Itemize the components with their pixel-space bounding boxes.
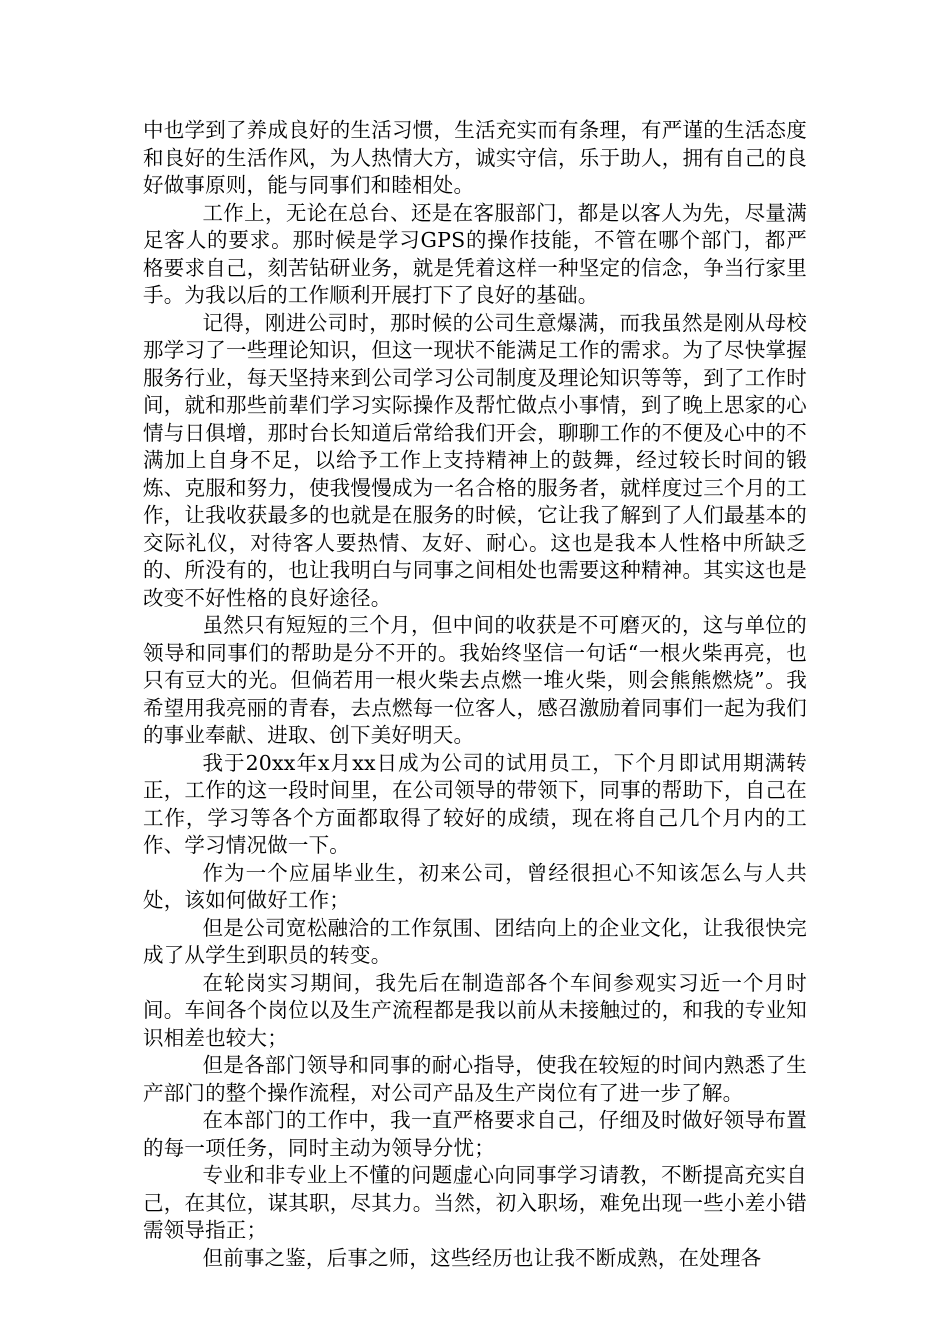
paragraph-9: 但是各部门领导和同事的耐心指导，使我在较短的时间内熟悉了生产部门的整个操作流程，对公司产品及生产岗位有了进一步了解。 (143, 1053, 807, 1105)
paragraph-10: 在本部门的工作中，我一直严格要求自己，仔细及时做好领导布置的每一项任务，同时主动为领导分忧； (143, 1108, 807, 1160)
paragraph-1: 中也学到了养成良好的生活习惯，生活充实而有条理，有严谨的生活态度和良好的生活作风，为人热情大方，诚实守信，乐于助人，拥有自己的良好做事原则，能与同事们和睦相处。 (143, 118, 807, 197)
paragraph-6: 作为一个应届毕业生，初来公司，曾经很担心不知该怎么与人共处，该如何做好工作； (143, 860, 807, 912)
paragraph-4: 虽然只有短短的三个月，但中间的收获是不可磨灭的，这与单位的领导和同事们的帮助是分不开的。我始终坚信一句话“一根火柴再亮，也只有豆大的光。但倘若用一根火柴去点燃一堆火柴，则会熊熊燃烧”。我希望用我亮丽的青春，去点燃每一位客人，感召激励着同事们一起为我们的事业奉献、进取、创下美好明天。 (143, 613, 807, 747)
paragraph-8: 在轮岗实习期间，我先后在制造部各个车间参观实习近一个月时间。车间各个岗位以及生产流程都是我以前从未接触过的，和我的专业知识相差也较大； (143, 970, 807, 1050)
paragraph-2: 工作上，无论在总台、还是在客服部门，都是以客人为先，尽量满足客人的要求。那时候是学习GPS的操作技能，不管在哪个部门，都严格要求自己，刻苦钻研业务，就是凭着这样一种坚定的信念，争当行家里手。为我以后的工作顺利开展打下了良好的基础。 (143, 200, 807, 307)
paragraph-5: 我于20xx年x月xx日成为公司的试用员工，下个月即试用期满转正，工作的这一段时间里，在公司领导的带领下，同事的帮助下，自己在工作，学习等各个方面都取得了较好的成绩，现在将自己几个月内的工作、学习情况做一下。 (143, 750, 807, 857)
paragraph-7: 但是公司宽松融洽的工作氛围、团结向上的企业文化，让我很快完成了从学生到职员的转变。 (143, 915, 807, 967)
paragraph-12: 但前事之鉴，后事之师，这些经历也让我不断成熟，在处理各 (202, 1245, 762, 1270)
document-body (143, 117, 807, 1272)
paragraph-11: 专业和非专业上不懂的问题虚心向同事学习请教，不断提高充实自己，在其位，谋其职，尽其力。当然，初入职场，难免出现一些小差小错需领导指正； (143, 1163, 807, 1242)
paragraph-3: 记得，刚进公司时，那时候的公司生意爆满，而我虽然是刚从母校那学习了一些理论知识，但这一现状不能满足工作的需求。为了尽快掌握服务行业，每天坚持来到公司学习公司制度及理论知识等等，到了工作时间，就和那些前辈们学习实际操作及帮忙做点小事情，到了晚上思家的心情与日俱增，那时台长知道后常给我们开会，聊聊工作的不便及心中的不满加上自身不足，以给予工作上支持精神上的鼓舞，经过较长时间的锻炼、克服和努力，使我慢慢成为一名合格的服务者，就样度过三个月的工作，让我收获最多的也就是在服务的时候，它让我了解到了人们最基本的交际礼仪，对待客人要热情、友好、耐心。这也是我本人性格中所缺乏的、所没有的，也让我明白与同事之间相处也需要这种精神。其实这也是改变不好性格的良好途径。 (143, 310, 807, 610)
